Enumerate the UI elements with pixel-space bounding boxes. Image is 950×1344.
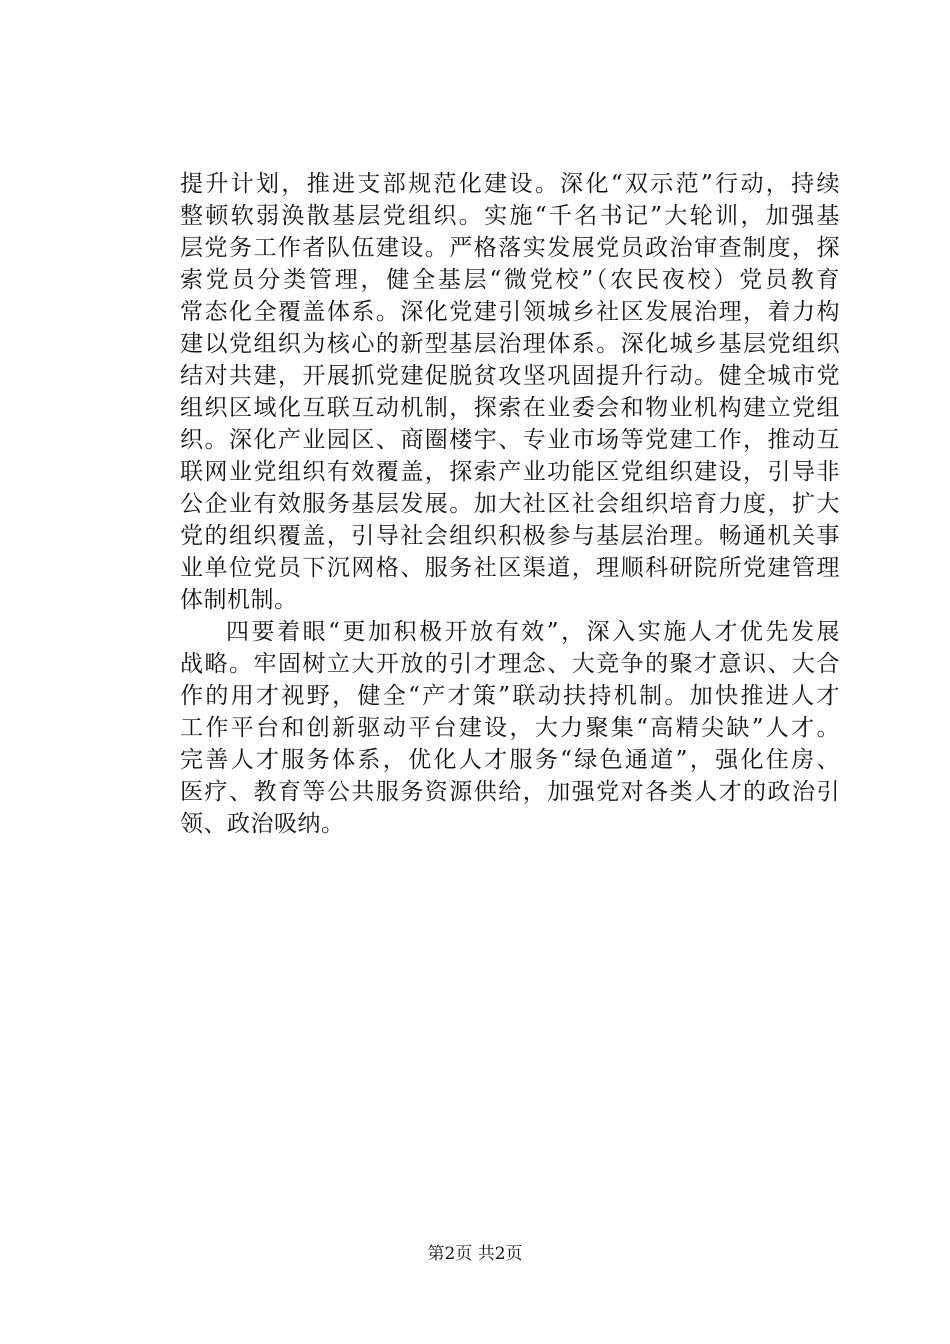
text-line: 建以党组织为核心的新型基层治理体系。深化城乡基层党组织 bbox=[180, 331, 840, 357]
page-number-footer: 第2页 共2页 bbox=[427, 1244, 523, 1264]
text-line: 结对共建，开展抓党建促脱贫攻坚巩固提升行动。健全城市党 bbox=[180, 363, 840, 389]
paragraph-1 bbox=[180, 168, 840, 616]
text-line: 织。深化产业园区、商圈楼宇、专业市场等党建工作，推动互 bbox=[180, 427, 840, 453]
text-line: 索党员分类管理，健全基层“微党校”（农民夜校）党员教育 bbox=[180, 267, 840, 293]
text-line: 战略。牢固树立大开放的引才理念、大竞争的聚才意识、大合 bbox=[180, 651, 840, 677]
text-line: 四要着眼“更加积极开放有效”，深入实施人才优先发展 bbox=[226, 619, 840, 645]
text-line: 整顿软弱涣散基层党组织。实施“千名书记”大轮训，加强基 bbox=[180, 203, 840, 229]
text-line: 业单位党员下沉网格、服务社区渠道，理顺科研院所党建管理 bbox=[180, 555, 840, 581]
text-line: 组织区域化互联互动机制，探索在业委会和物业机构建立党组 bbox=[180, 395, 840, 421]
text-line: 作的用才视野，健全“产才策”联动扶持机制。加快推进人才 bbox=[180, 683, 840, 709]
body-text bbox=[180, 168, 840, 840]
text-line: 领、政治吸纳。 bbox=[180, 811, 345, 837]
text-line: 完善人才服务体系，优化人才服务“绿色通道”，强化住房、 bbox=[180, 747, 840, 773]
paragraph-2 bbox=[180, 616, 840, 840]
text-line: 工作平台和创新驱动平台建设，大力聚集“高精尖缺”人才。 bbox=[180, 715, 840, 741]
text-line: 体制机制。 bbox=[180, 587, 298, 613]
text-line: 医疗、教育等公共服务资源供给，加强党对各类人才的政治引 bbox=[180, 779, 840, 805]
text-line: 党的组织覆盖，引导社会组织积极参与基层治理。畅通机关事 bbox=[180, 523, 840, 549]
text-line: 公企业有效服务基层发展。加大社区社会组织培育力度，扩大 bbox=[180, 491, 840, 517]
text-line: 常态化全覆盖体系。深化党建引领城乡社区发展治理，着力构 bbox=[180, 299, 840, 325]
text-line: 提升计划，推进支部规范化建设。深化“双示范”行动，持续 bbox=[180, 171, 840, 197]
text-line: 层党务工作者队伍建设。严格落实发展党员政治审查制度，探 bbox=[180, 235, 840, 261]
text-line: 联网业党组织有效覆盖，探索产业功能区党组织建设，引导非 bbox=[180, 459, 840, 485]
